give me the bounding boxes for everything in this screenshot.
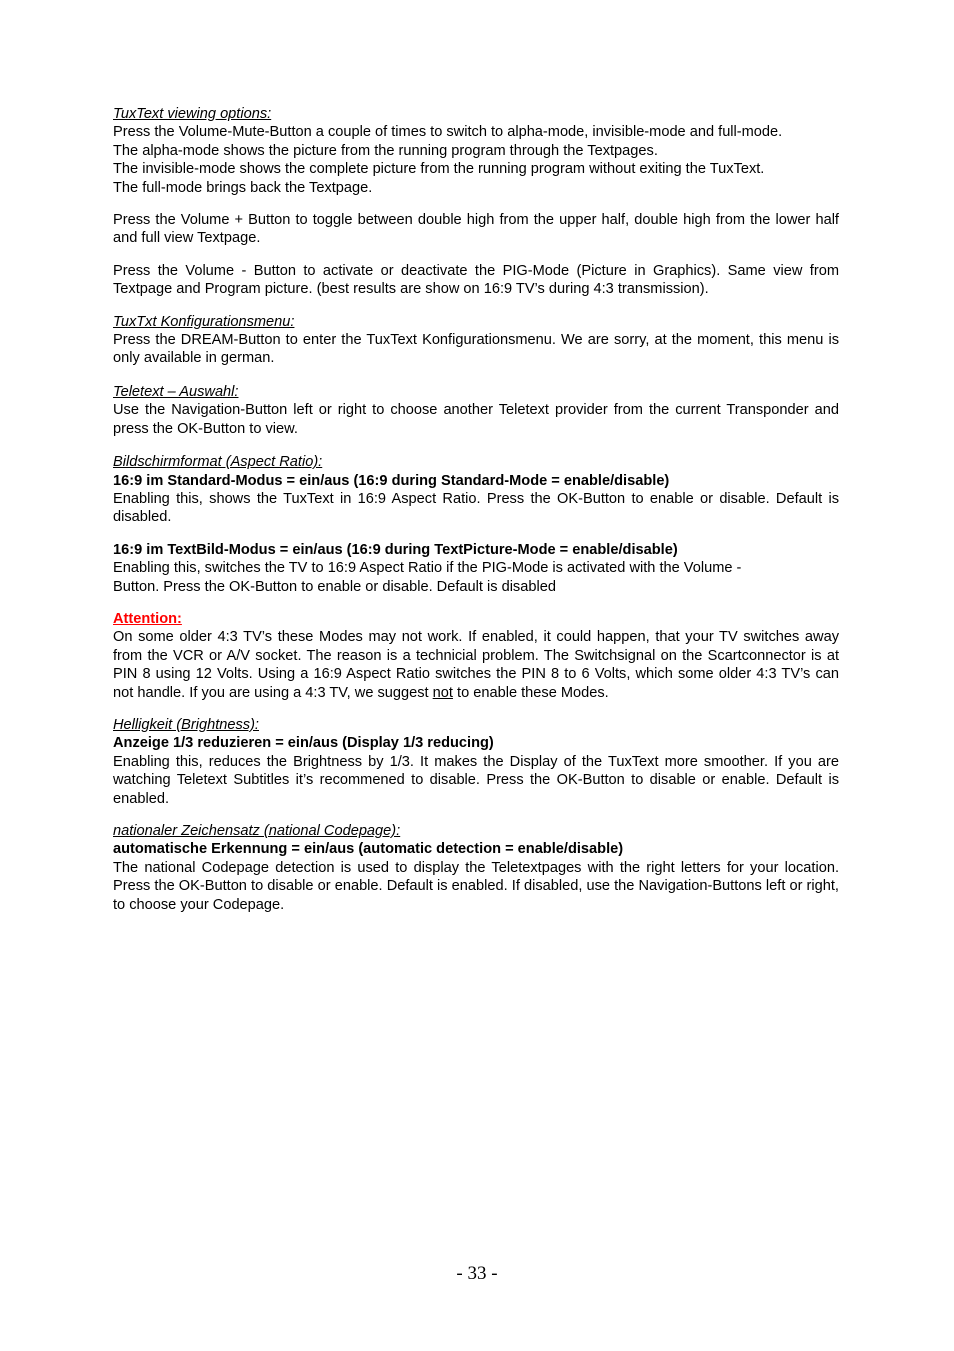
heading-konfigurationsmenu: TuxTxt Konfigurationsmenu: (113, 313, 295, 330)
paragraph: Enabling this, switches the TV to 16:9 Aspect Ratio if the PIG-Mode is activated with the Volume - (113, 560, 742, 577)
heading-brightness: Helligkeit (Brightness): (113, 716, 259, 733)
page-number: - 33 - (456, 1263, 498, 1284)
heading-attention: Attention: (113, 610, 182, 627)
paragraph: Button. Press the OK-Button to enable or disable. Default is disabled (113, 578, 556, 595)
document-body (113, 105, 839, 914)
text-span: to enable these Modes. (452, 684, 609, 701)
heading-aspect-ratio: Bildschirmformat (Aspect Ratio): (113, 454, 323, 471)
heading-tuxtext-viewing-options: TuxText viewing options: (113, 106, 272, 122)
option-title: 16:9 im TextBild-Modus = ein/aus (16:9 during TextPicture-Mode = enable/disable) (113, 541, 678, 558)
option-title: Anzeige 1/3 reduzieren = ein/aus (Display 1/3 reducing) (113, 735, 494, 752)
emphasis-not: not (432, 684, 453, 701)
paragraph-attention (113, 628, 839, 702)
paragraph: The full-mode brings back the Textpage. (113, 179, 373, 196)
paragraph: Press the Volume-Mute-Button a couple of times to switch to alpha-mode, invisible-mode and full-mode. (113, 124, 783, 141)
paragraph: Enabling this, shows the TuxText in 16:9 Aspect Ratio. Press the OK-Button to enable or disable. Default is disabled. (113, 490, 839, 526)
option-title: 16:9 im Standard-Modus = ein/aus (16:9 during Standard-Mode = enable/disable) (113, 472, 670, 489)
paragraph: The national Codepage detection is used to display the Teletextpages with the right letters for your location. Press the OK-Button to disable or enable. Default is enabled. If disabled, use the Navigation-Buttons left or right, to choose your Codepage. (113, 859, 839, 913)
paragraph: Press the Volume + Button to toggle between double high from the upper half, double high from the lower half and full view Textpage. (113, 212, 839, 247)
paragraph: Enabling this, reduces the Brightness by 1/3. It makes the Display of the TuxText more smoother. If you are watching Teletext Subtitles it’s recommened to disable. Press the OK-Button to disable or enable. Default is enabled. (113, 753, 839, 807)
text-span: On some older 4:3 TV’s these Modes may not work. If enabled, it could happen, that your TV switches away from the VCR or A/V socket. The reason is a technicial problem. The Switchsignal on the Scartconnector is at PIN 8 using 12 Volts. Using a 16:9 Aspect Ratio switches the PIN 8 to 6 Volts, which some older 4:3 TV’s can not handle. If you are using a 4:3 TV, we suggest (113, 629, 839, 701)
paragraph: Press the Volume - Button to activate or deactivate the PIG-Mode (Picture in Graphics). Same view from Textpage and Program picture. (best results are show on 16:9 TV’s during 4:3 transmission). (113, 262, 839, 298)
paragraph: Use the Navigation-Button left or right to choose another Teletext provider from the current Transponder and press the OK-Button to view. (113, 402, 839, 437)
heading-teletext-auswahl: Teletext – Auswahl: (113, 383, 239, 400)
paragraph: Press the DREAM-Button to enter the TuxText Konfigurationsmenu. We are sorry, at the moment, this menu is only available in german. (113, 332, 839, 367)
option-title: automatische Erkennung = ein/aus (automatic detection = enable/disable) (113, 841, 624, 858)
heading-national-codepage: nationaler Zeichensatz (national Codepage): (113, 823, 401, 839)
paragraph: The alpha-mode shows the picture from the running program through the Textpages. (113, 142, 658, 159)
paragraph: The invisible-mode shows the complete picture from the running program without exiting the TuxText. (113, 161, 765, 178)
